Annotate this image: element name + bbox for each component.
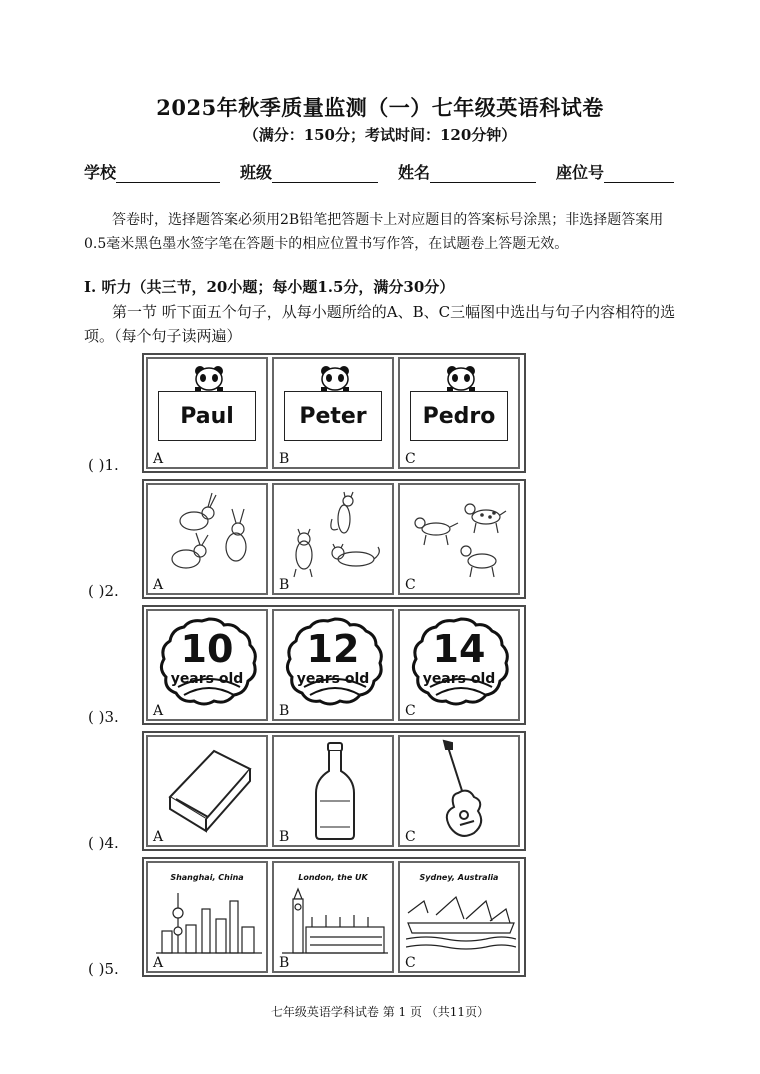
class-blank	[272, 164, 378, 183]
question-number-1: ( )1.	[88, 456, 119, 474]
option-3-a	[146, 609, 268, 721]
option-letter: A	[153, 829, 164, 845]
class-field	[240, 160, 378, 183]
age-unit: years old	[422, 671, 496, 687]
name-label: 姓名	[398, 163, 431, 182]
rabbits-icon	[156, 489, 262, 581]
option-letter: B	[279, 703, 290, 719]
page-footer: 七年级英语学科试卷 第 1 页 （共11页）	[270, 1005, 490, 1019]
panda-icon	[192, 365, 226, 391]
name-card-pedro: Pedro	[410, 391, 508, 441]
page-title: 2025年秋季质量监测（一）七年级英语科试卷	[156, 95, 604, 120]
class-label: 班级	[240, 163, 273, 182]
question-3-options	[142, 605, 526, 725]
school-blank	[116, 164, 220, 183]
eraser-icon	[162, 743, 258, 837]
cats-icon	[282, 489, 388, 581]
panda-icon	[318, 365, 352, 391]
school-label: 学校	[84, 163, 117, 182]
option-3-b	[272, 609, 394, 721]
section-description: 第一节 听下面五个句子，从每小题所给的A、B、C三幅图中选出与句子内容相符的选项。（每个句子读两遍）	[84, 303, 676, 345]
option-3-c	[398, 609, 520, 721]
question-number-2: ( )2.	[88, 582, 119, 600]
option-letter: A	[153, 451, 164, 467]
exam-subtitle: （满分：150分；考试时间：120分钟）	[243, 126, 517, 144]
seat-blank	[604, 164, 674, 183]
name-field	[398, 160, 536, 183]
guitar-icon	[434, 739, 488, 843]
option-5-b	[272, 861, 394, 973]
option-letter: C	[405, 829, 416, 845]
seat-label: 座位号	[556, 163, 605, 182]
city-label: London, the UK	[298, 873, 368, 882]
age-number: 10	[180, 627, 234, 671]
option-4-b	[272, 735, 394, 847]
age-number: 14	[432, 627, 486, 671]
option-5-a	[146, 861, 268, 973]
option-2-c	[398, 483, 520, 595]
option-1-c	[398, 357, 520, 469]
option-letter: C	[405, 451, 416, 467]
option-letter: C	[405, 577, 416, 593]
option-letter: A	[153, 703, 164, 719]
london-skyline-icon	[282, 887, 388, 957]
question-number-3: ( )3.	[88, 708, 119, 726]
option-2-b	[272, 483, 394, 595]
school-field	[84, 160, 220, 183]
age-unit: years old	[296, 671, 370, 687]
option-letter: B	[279, 955, 290, 971]
option-letter: A	[153, 577, 164, 593]
dogs-icon	[406, 489, 514, 581]
question-4-options	[142, 731, 526, 851]
question-5-options	[142, 857, 526, 977]
shanghai-skyline-icon	[156, 891, 262, 957]
option-4-a	[146, 735, 268, 847]
answer-notice: 答卷时，选择题答案必须用2B铅笔把答题卡上对应题目的答案标号涂黑；非选择题答案用0.5毫米黑色墨水签字笔在答题卡的相应位置书写作答，在试题卷上答题无效。	[84, 212, 664, 252]
option-2-a	[146, 483, 268, 595]
option-letter: A	[153, 955, 164, 971]
option-letter: C	[405, 703, 416, 719]
seat-field	[556, 160, 674, 183]
name-card-paul: Paul	[158, 391, 256, 441]
option-5-c	[398, 861, 520, 973]
section-heading: I. 听力（共三节，20小题；每小题1.5分，满分30分）	[84, 278, 455, 296]
option-letter: B	[279, 451, 290, 467]
question-1-options	[142, 353, 526, 473]
option-letter: B	[279, 577, 290, 593]
option-letter: C	[405, 955, 416, 971]
option-1-b	[272, 357, 394, 469]
panda-icon	[444, 365, 478, 391]
bottle-icon	[310, 741, 360, 841]
question-2-options	[142, 479, 526, 599]
option-1-a	[146, 357, 268, 469]
age-unit: years old	[170, 671, 244, 687]
age-number: 12	[306, 627, 360, 671]
question-number-4: ( )4.	[88, 834, 119, 852]
name-card-peter: Peter	[284, 391, 382, 441]
name-blank	[430, 164, 536, 183]
city-label: Shanghai, China	[170, 873, 244, 882]
sydney-skyline-icon	[406, 893, 516, 953]
city-label: Sydney, Australia	[419, 873, 499, 882]
option-letter: B	[279, 829, 290, 845]
question-number-5: ( )5.	[88, 960, 119, 978]
option-4-c	[398, 735, 520, 847]
